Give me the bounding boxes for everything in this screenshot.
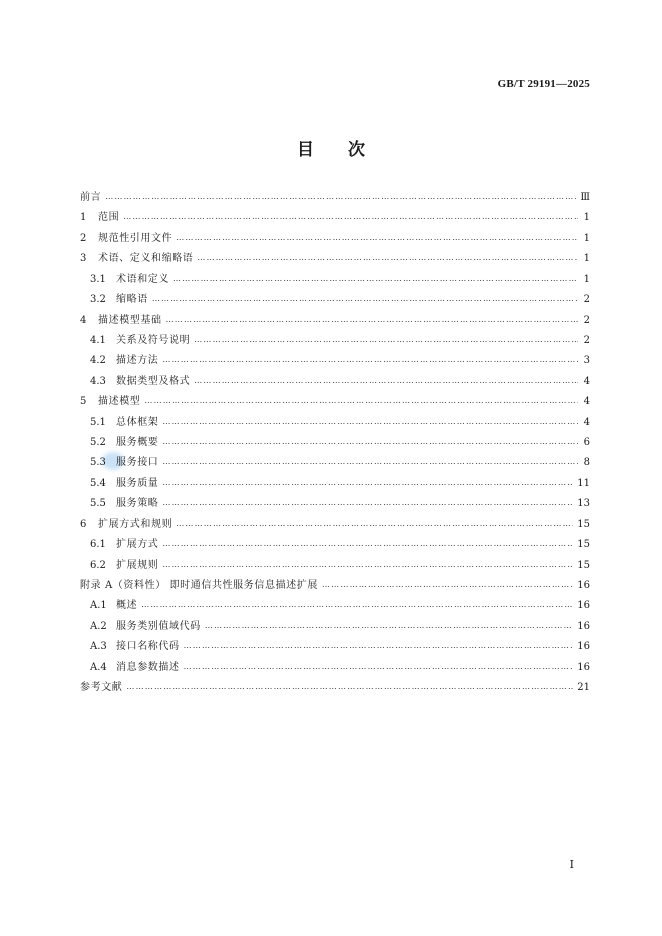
toc-entry-page: 4 (583, 375, 590, 387)
toc-title (0, 135, 662, 160)
toc-entry-label: 扩展方式 (116, 539, 159, 551)
toc-dot-leader (141, 595, 573, 615)
toc-dot-leader (123, 207, 578, 227)
toc-entry-page: 16 (577, 641, 590, 653)
toc-entry-label: 规范性引用文件 (98, 232, 173, 244)
toc-entry-page: 16 (577, 620, 590, 632)
toc-dot-leader (205, 616, 573, 636)
toc-entry-page: 15 (577, 518, 590, 530)
toc-entry-number: 5 (80, 396, 87, 408)
toc-entry-number: A.3 (90, 641, 107, 653)
toc-entry[interactable] (80, 392, 590, 412)
toc-entry[interactable] (80, 229, 590, 249)
toc-dot-leader (166, 310, 578, 330)
toc-entry-page: 8 (583, 457, 590, 469)
toc-entry-label: 服务策略 (116, 498, 159, 510)
toc-entry-label: 参考文献 (80, 682, 123, 694)
toc-entry-label: 范围 (98, 212, 120, 224)
toc-entry[interactable] (80, 351, 590, 371)
toc-dot-leader (184, 657, 574, 677)
toc-entry-page: 11 (577, 477, 590, 489)
toc-dot-leader (194, 330, 578, 350)
toc-dot-leader (152, 289, 578, 309)
toc-entry[interactable] (80, 474, 590, 494)
toc-dot-leader (162, 493, 573, 513)
toc-entry-page: 2 (583, 334, 590, 346)
toc-entry-label: 附录 A（资料性） 即时通信共性服务信息描述扩展 (80, 580, 318, 592)
toc-entry-number: 5.4 (90, 477, 106, 489)
footer-page-number: I (569, 858, 574, 871)
toc-entry-page: 15 (577, 539, 590, 551)
toc-entry-page: 1 (583, 253, 590, 265)
toc-entry-label: 描述模型 (98, 396, 141, 408)
toc-entry-page: 2 (583, 294, 590, 306)
toc-entry-page: 6 (583, 437, 590, 449)
standard-number: GB/T 29191—2025 (497, 78, 590, 90)
toc-entry[interactable] (80, 596, 590, 616)
toc-entry-number: 6 (80, 518, 87, 530)
toc-entry-number: 3.1 (90, 273, 106, 285)
toc-entry[interactable] (80, 617, 590, 637)
toc-entry[interactable] (80, 208, 590, 228)
toc-entry-number: 2 (80, 232, 87, 244)
toc-dot-leader (176, 228, 578, 248)
toc-entry-label: 缩略语 (116, 294, 148, 306)
toc-entry-page: 1 (583, 212, 590, 224)
toc-entry-label: 服务概要 (116, 437, 159, 449)
toc-entry[interactable] (80, 556, 590, 576)
toc-entry[interactable] (80, 535, 590, 555)
toc-entry-number: 1 (80, 212, 87, 224)
toc-title-part1: 目 (297, 140, 314, 160)
table-of-contents (80, 188, 590, 699)
toc-entry-number: 4.1 (90, 334, 106, 346)
toc-entry-number: 6.1 (90, 539, 106, 551)
toc-dot-leader (162, 473, 573, 493)
toc-entry-page: 21 (577, 682, 590, 694)
toc-dot-leader (173, 269, 578, 289)
toc-dot-leader (194, 371, 578, 391)
toc-entry-number: 3 (80, 253, 87, 265)
toc-entry[interactable] (80, 372, 590, 392)
toc-entry-label: 描述方法 (116, 355, 159, 367)
toc-dot-leader (126, 677, 573, 697)
toc-entry-label: 服务质量 (116, 477, 159, 489)
toc-entry[interactable] (80, 515, 590, 535)
toc-entry-number: 6.2 (90, 559, 106, 571)
toc-dot-leader (162, 350, 578, 370)
toc-entry[interactable] (80, 413, 590, 433)
toc-entry-label: 扩展规则 (116, 559, 159, 571)
toc-entry[interactable] (80, 453, 590, 473)
toc-entry-label: 关系及符号说明 (116, 334, 191, 346)
toc-dot-leader (162, 432, 578, 452)
toc-entry-number: A.4 (90, 661, 107, 673)
toc-entry[interactable] (80, 433, 590, 453)
toc-entry-page: 16 (577, 661, 590, 673)
toc-entry[interactable] (80, 249, 590, 269)
toc-entry-label: 扩展方式和规则 (98, 518, 173, 530)
toc-entry-number: 3.2 (90, 294, 106, 306)
toc-entry-label: 服务接口 (116, 457, 159, 469)
toc-entry-page: 1 (583, 232, 590, 244)
toc-entry-page: Ⅲ (580, 192, 590, 203)
toc-entry[interactable] (80, 637, 590, 657)
toc-entry-page: 1 (583, 273, 590, 285)
toc-entry-number: 5.3 (90, 457, 106, 469)
toc-entry[interactable] (80, 678, 590, 698)
toc-entry-number: 5.1 (90, 416, 106, 428)
toc-entry-label: 前言 (80, 192, 102, 203)
toc-entry-page: 4 (583, 396, 590, 408)
toc-dot-leader (322, 575, 573, 595)
toc-entry-label: 术语、定义和缩略语 (98, 253, 194, 265)
toc-entry[interactable] (80, 270, 590, 290)
toc-dot-leader (162, 412, 578, 432)
toc-entry-label: 接口名称代码 (116, 641, 180, 653)
toc-entry[interactable] (80, 188, 590, 208)
toc-entry-page: 3 (583, 355, 590, 367)
toc-entry-page: 13 (577, 498, 590, 510)
toc-dot-leader (197, 248, 578, 268)
toc-dot-leader (162, 555, 573, 575)
toc-entry-page: 15 (577, 559, 590, 571)
toc-entry-label: 概述 (116, 600, 138, 612)
toc-entry-label: 描述模型基础 (98, 314, 162, 326)
toc-entry-number: 5.5 (90, 498, 106, 510)
toc-dot-leader (144, 391, 578, 411)
toc-dot-leader (162, 452, 578, 472)
toc-entry-label: 术语和定义 (116, 273, 169, 285)
toc-entry-number: 4.3 (90, 375, 106, 387)
toc-entry[interactable] (80, 311, 590, 331)
toc-dot-leader (184, 636, 574, 656)
toc-entry[interactable] (80, 494, 590, 514)
toc-entry-page: 4 (583, 416, 590, 428)
toc-entry-number: A.2 (90, 620, 107, 632)
toc-title-part2: 次 (348, 140, 365, 160)
toc-entry-number: 4 (80, 314, 87, 326)
toc-dot-leader (105, 187, 576, 207)
toc-entry-number: A.1 (90, 600, 107, 612)
toc-entry-label: 消息参数描述 (116, 661, 180, 673)
toc-entry-label: 总体框架 (116, 416, 159, 428)
toc-entry-page: 16 (577, 600, 590, 612)
toc-entry-number: 5.2 (90, 437, 106, 449)
toc-entry[interactable] (80, 331, 590, 351)
toc-entry-label: 服务类别值域代码 (116, 620, 201, 632)
toc-entry-page: 16 (577, 580, 590, 592)
toc-entry-number: 4.2 (90, 355, 106, 367)
toc-entry-label: 数据类型及格式 (116, 375, 191, 387)
toc-entry[interactable] (80, 576, 590, 596)
toc-entry-page: 2 (583, 314, 590, 326)
toc-dot-leader (162, 534, 573, 554)
toc-entry[interactable] (80, 658, 590, 678)
toc-entry[interactable] (80, 290, 590, 310)
toc-dot-leader (176, 514, 573, 534)
